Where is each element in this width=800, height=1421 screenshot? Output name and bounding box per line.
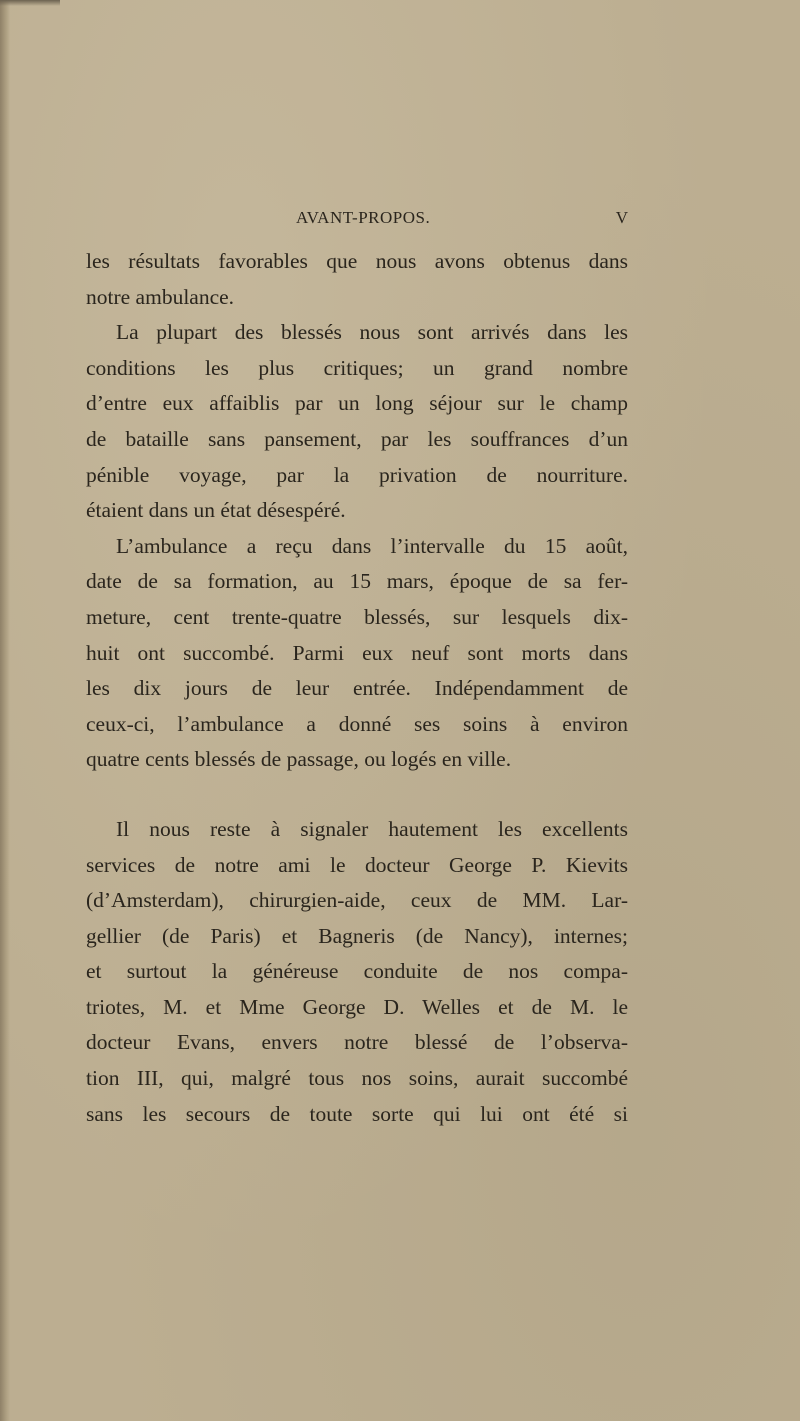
text-line: docteur Evans, envers notre blessé de l’observa- xyxy=(86,1030,628,1055)
text-line: gellier (de Paris) et Bagneris (de Nancy), internes; xyxy=(86,923,628,948)
text-line: pénible voyage, par la privation de nourriture. xyxy=(86,462,628,487)
page-number: V xyxy=(615,208,628,227)
text-line: de bataille sans pansement, par les souffrances d’un xyxy=(86,426,628,451)
text-line: les dix jours de leur entrée. Indépendamment de xyxy=(86,676,628,701)
text-line: huit ont succombé. Parmi eux neuf sont morts dans xyxy=(86,640,628,665)
text-line: sans les secours de toute sorte qui lui ont été si xyxy=(86,1101,628,1126)
page-binding-edge xyxy=(0,0,10,1421)
page-corner-shadow xyxy=(0,0,60,6)
paragraph-gap xyxy=(86,778,628,812)
text-line: tion III, qui, malgré tous nos soins, aurait succombé xyxy=(86,1066,628,1091)
text-line: étaient dans un état désespéré. xyxy=(86,498,346,523)
body-text xyxy=(86,244,628,1132)
text-line: et surtout la généreuse conduite de nos compa- xyxy=(86,959,628,984)
running-head xyxy=(86,208,628,234)
text-line: (d’Amsterdam), chirurgien-aide, ceux de MM. Lar- xyxy=(86,888,628,913)
text-line: triotes, M. et Mme George D. Welles et de M. le xyxy=(86,994,628,1019)
text-line: meture, cent trente-quatre blessés, sur lesquels dix- xyxy=(86,604,628,629)
text-line: ceux-ci, l’ambulance a donné ses soins à environ xyxy=(86,711,628,736)
text-line: d’entre eux affaiblis par un long séjour sur le champ xyxy=(86,391,628,416)
text-line: services de notre ami le docteur George P. Kievits xyxy=(86,852,628,877)
text-line: L’ambulance a reçu dans l’intervalle du 15 août, xyxy=(116,533,628,558)
text-line: Il nous reste à signaler hautement les excellents xyxy=(116,816,628,841)
text-line: notre ambulance. xyxy=(86,284,235,309)
text-line: La plupart des blessés nous sont arrivés dans les xyxy=(116,320,628,345)
running-head-title: AVANT-PROPOS. xyxy=(296,208,431,227)
text-line: les résultats favorables que nous avons obtenus dans xyxy=(86,249,628,273)
text-line: date de sa formation, au 15 mars, époque de sa fer- xyxy=(86,569,628,594)
text-line: conditions les plus critiques; un grand nombre xyxy=(86,355,628,380)
text-line: quatre cents blessés de passage, ou logés en ville. xyxy=(86,747,512,772)
